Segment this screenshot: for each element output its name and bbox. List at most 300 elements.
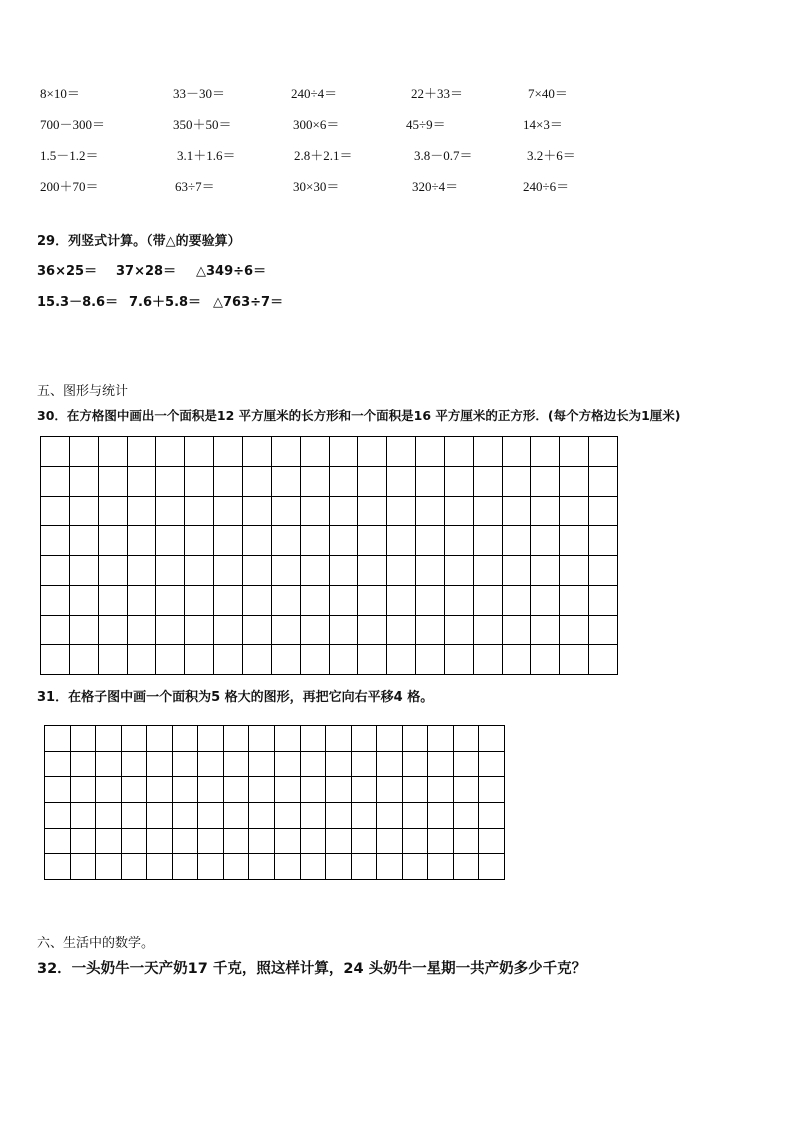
grid-cell[interactable] — [127, 555, 156, 585]
grid-cell[interactable] — [213, 644, 242, 674]
question-title: 29．列竖式计算。（带△的要验算） — [37, 234, 241, 249]
question-title: 32．一头奶牛一天产奶17 千克，照这样计算，24 头奶牛一星期一共产奶多少千克？ — [37, 961, 587, 977]
grid-cell[interactable] — [427, 751, 453, 777]
grid-cell[interactable] — [300, 436, 329, 466]
grid-cell[interactable] — [325, 725, 351, 751]
grid-cell[interactable] — [146, 776, 172, 802]
vertical-calc-item: 15.3－8.6＝ — [37, 295, 119, 310]
grid-cell[interactable] — [98, 525, 127, 555]
grid-cell[interactable] — [70, 853, 96, 879]
grid-cell[interactable] — [502, 436, 531, 466]
grid-cell[interactable] — [329, 585, 358, 615]
grid-cell[interactable] — [155, 525, 184, 555]
grid-cell[interactable] — [402, 853, 428, 879]
grid-cell[interactable] — [248, 751, 274, 777]
grid-cell[interactable] — [386, 466, 415, 496]
grid-cell[interactable] — [444, 466, 473, 496]
grid-cell[interactable] — [559, 555, 588, 585]
vertical-calc-item: △763÷7＝ — [213, 295, 284, 310]
grid-cell[interactable] — [121, 802, 147, 828]
grid-cell[interactable] — [402, 725, 428, 751]
grid-cell[interactable] — [473, 615, 502, 645]
calc-item: 240÷4＝ — [291, 86, 338, 101]
grid-cell[interactable] — [127, 466, 156, 496]
grid-cell[interactable] — [197, 751, 223, 777]
grid-cell[interactable] — [40, 436, 69, 466]
calc-item: 350＋50＝ — [173, 117, 232, 132]
grid-cell[interactable] — [69, 466, 98, 496]
grid-cell[interactable] — [213, 555, 242, 585]
grid-cell[interactable] — [98, 436, 127, 466]
grid-cell[interactable] — [274, 725, 300, 751]
grid-cell[interactable] — [376, 725, 402, 751]
grid-cell[interactable] — [453, 853, 479, 879]
grid-cell[interactable] — [155, 555, 184, 585]
grid-cell[interactable] — [44, 751, 70, 777]
grid-cell[interactable] — [121, 828, 147, 854]
grid-cell[interactable] — [248, 802, 274, 828]
grid-cell[interactable] — [530, 644, 559, 674]
calc-item: 3.2＋6＝ — [527, 148, 576, 163]
grid-cell[interactable] — [98, 466, 127, 496]
grid-cell[interactable] — [184, 615, 213, 645]
grid-cell[interactable] — [427, 802, 453, 828]
grid-cell[interactable] — [386, 585, 415, 615]
calc-item: 700－300＝ — [40, 117, 106, 132]
grid-cell[interactable] — [98, 555, 127, 585]
grid-cell[interactable] — [588, 555, 617, 585]
grid-cell[interactable] — [248, 725, 274, 751]
grid-cell[interactable] — [223, 853, 249, 879]
grid-cell[interactable] — [559, 525, 588, 555]
grid-cell[interactable] — [40, 555, 69, 585]
calc-item: 22＋33＝ — [411, 86, 464, 101]
grid-cell[interactable] — [351, 802, 377, 828]
grid-cell[interactable] — [98, 644, 127, 674]
grid-cell[interactable] — [69, 585, 98, 615]
grid-cell[interactable] — [271, 555, 300, 585]
grid-cell[interactable] — [588, 644, 617, 674]
grid-cell[interactable] — [357, 555, 386, 585]
grid-cell[interactable] — [271, 436, 300, 466]
grid-cell[interactable] — [386, 496, 415, 526]
grid-cell[interactable] — [386, 525, 415, 555]
grid-cell[interactable] — [357, 436, 386, 466]
grid-cell[interactable] — [530, 525, 559, 555]
grid-cell[interactable] — [386, 555, 415, 585]
grid-cell[interactable] — [357, 615, 386, 645]
grid-cell[interactable] — [588, 615, 617, 645]
grid-cell[interactable] — [300, 725, 326, 751]
grid-cell[interactable] — [213, 466, 242, 496]
grid-cell[interactable] — [559, 615, 588, 645]
grid-cell[interactable] — [478, 751, 504, 777]
grid-cell[interactable] — [184, 555, 213, 585]
grid-cell[interactable] — [242, 644, 271, 674]
grid-cell[interactable] — [121, 853, 147, 879]
grid-cell[interactable] — [300, 853, 326, 879]
grid-cell[interactable] — [44, 853, 70, 879]
grid-cell[interactable] — [502, 644, 531, 674]
grid-cell[interactable] — [69, 525, 98, 555]
grid-cell[interactable] — [184, 585, 213, 615]
grid-cell[interactable] — [559, 644, 588, 674]
grid-cell[interactable] — [155, 585, 184, 615]
grid-cell[interactable] — [329, 525, 358, 555]
grid-cell[interactable] — [376, 853, 402, 879]
grid-cell[interactable] — [274, 776, 300, 802]
grid-cell[interactable] — [530, 615, 559, 645]
grid-cell[interactable] — [70, 751, 96, 777]
grid-cell[interactable] — [242, 436, 271, 466]
grid-cell[interactable] — [453, 751, 479, 777]
grid-cell[interactable] — [329, 644, 358, 674]
grid-cell[interactable] — [478, 853, 504, 879]
grid-cell[interactable] — [502, 496, 531, 526]
grid-cell[interactable] — [127, 525, 156, 555]
grid-cell[interactable] — [127, 644, 156, 674]
grid-cell[interactable] — [95, 751, 121, 777]
grid-cell[interactable] — [427, 828, 453, 854]
grid-cell[interactable] — [530, 555, 559, 585]
grid-cell[interactable] — [69, 644, 98, 674]
vertical-calc-item: 36×25＝ — [37, 264, 98, 279]
grid-cell[interactable] — [473, 644, 502, 674]
grid-cell[interactable] — [121, 776, 147, 802]
grid-cell[interactable] — [502, 525, 531, 555]
grid-cell[interactable] — [402, 802, 428, 828]
grid-cell[interactable] — [351, 776, 377, 802]
grid-cell[interactable] — [40, 525, 69, 555]
grid-cell[interactable] — [44, 725, 70, 751]
grid-cell[interactable] — [95, 776, 121, 802]
grid-cell[interactable] — [444, 496, 473, 526]
grid-cell[interactable] — [155, 615, 184, 645]
grid-cell[interactable] — [223, 725, 249, 751]
vertical-calc-item: 7.6＋5.8＝ — [129, 295, 202, 310]
grid-cell[interactable] — [530, 585, 559, 615]
grid-cell[interactable] — [184, 644, 213, 674]
grid-cell[interactable] — [300, 751, 326, 777]
calc-item: 3.1＋1.6＝ — [177, 148, 236, 163]
grid-cell[interactable] — [40, 615, 69, 645]
grid-cell[interactable] — [172, 828, 198, 854]
grid-cell[interactable] — [478, 725, 504, 751]
grid-cell[interactable] — [351, 725, 377, 751]
grid-cell[interactable] — [530, 436, 559, 466]
grid-cell[interactable] — [357, 585, 386, 615]
grid-cell[interactable] — [415, 436, 444, 466]
grid-cell[interactable] — [146, 853, 172, 879]
grid-cell[interactable] — [402, 776, 428, 802]
grid-cell[interactable] — [300, 615, 329, 645]
grid-cell[interactable] — [444, 525, 473, 555]
grid-cell[interactable] — [478, 802, 504, 828]
grid-cell[interactable] — [478, 776, 504, 802]
grid-cell[interactable] — [427, 853, 453, 879]
grid-cell[interactable] — [248, 776, 274, 802]
grid-cell[interactable] — [502, 615, 531, 645]
grid-cell[interactable] — [248, 828, 274, 854]
grid-cell[interactable] — [184, 496, 213, 526]
grid-cell[interactable] — [146, 828, 172, 854]
grid-cell[interactable] — [271, 466, 300, 496]
grid-cell[interactable] — [502, 555, 531, 585]
section-title: 六、生活中的数学。 — [37, 936, 155, 951]
calc-item: 8×10＝ — [40, 86, 80, 101]
grid-cell[interactable] — [242, 466, 271, 496]
grid-cell[interactable] — [444, 615, 473, 645]
grid-cell[interactable] — [427, 776, 453, 802]
grid-cell[interactable] — [69, 436, 98, 466]
grid-cell[interactable] — [223, 776, 249, 802]
grid-cell[interactable] — [127, 436, 156, 466]
section-title: 五、图形与统计 — [37, 384, 129, 399]
grid-cell[interactable] — [588, 496, 617, 526]
grid-cell[interactable] — [213, 615, 242, 645]
grid-cell[interactable] — [184, 466, 213, 496]
grid-cell[interactable] — [98, 615, 127, 645]
vertical-calc-item: 37×28＝ — [116, 264, 177, 279]
grid-cell[interactable] — [271, 615, 300, 645]
grid-cell[interactable] — [325, 828, 351, 854]
calc-item: 240÷6＝ — [523, 179, 570, 194]
grid-cell[interactable] — [351, 853, 377, 879]
grid-cell[interactable] — [402, 828, 428, 854]
grid-cell[interactable] — [121, 725, 147, 751]
grid-cell[interactable] — [146, 725, 172, 751]
grid-cell[interactable] — [502, 466, 531, 496]
grid-cell[interactable] — [559, 585, 588, 615]
calc-item: 45÷9＝ — [406, 117, 446, 132]
grid-cell[interactable] — [213, 436, 242, 466]
grid-cell[interactable] — [40, 466, 69, 496]
grid-cell[interactable] — [588, 585, 617, 615]
grid-cell[interactable] — [376, 802, 402, 828]
grid-cell[interactable] — [473, 555, 502, 585]
grid-cell[interactable] — [271, 496, 300, 526]
grid-cell[interactable] — [44, 828, 70, 854]
grid-cell[interactable] — [40, 585, 69, 615]
grid-cell[interactable] — [70, 828, 96, 854]
grid-cell[interactable] — [70, 802, 96, 828]
grid-cell[interactable] — [172, 776, 198, 802]
grid-cell[interactable] — [444, 555, 473, 585]
grid-cell[interactable] — [274, 802, 300, 828]
grid-cell[interactable] — [242, 496, 271, 526]
grid-cell[interactable] — [69, 496, 98, 526]
grid-cell[interactable] — [121, 751, 147, 777]
grid-cell[interactable] — [325, 802, 351, 828]
grid-cell[interactable] — [271, 525, 300, 555]
grid-cell[interactable] — [44, 802, 70, 828]
grid-cell[interactable] — [197, 776, 223, 802]
question-title: 31．在格子图中画一个面积为5 格大的图形，再把它向右平移4 格。 — [37, 690, 434, 705]
grid-cell[interactable] — [70, 776, 96, 802]
grid-cell[interactable] — [351, 828, 377, 854]
grid-cell[interactable] — [300, 466, 329, 496]
grid-cell[interactable] — [559, 436, 588, 466]
calc-item: 2.8＋2.1＝ — [294, 148, 353, 163]
grid-cell[interactable] — [427, 725, 453, 751]
grid-cell[interactable] — [300, 802, 326, 828]
grid-cell[interactable] — [473, 525, 502, 555]
grid-cell[interactable] — [453, 802, 479, 828]
grid-cell[interactable] — [473, 436, 502, 466]
grid-cell[interactable] — [95, 853, 121, 879]
grid-cell[interactable] — [155, 466, 184, 496]
grid-cell[interactable] — [473, 496, 502, 526]
grid-cell[interactable] — [325, 776, 351, 802]
grid-cell[interactable] — [300, 828, 326, 854]
grid-cell[interactable] — [376, 776, 402, 802]
grid-cell[interactable] — [329, 615, 358, 645]
grid-cell[interactable] — [69, 555, 98, 585]
grid-cell[interactable] — [415, 644, 444, 674]
grid-cell[interactable] — [357, 496, 386, 526]
grid-cell[interactable] — [172, 725, 198, 751]
grid-cell[interactable] — [242, 585, 271, 615]
grid-cell[interactable] — [40, 496, 69, 526]
vertical-calc-item: △349÷6＝ — [196, 264, 267, 279]
grid-cell[interactable] — [95, 802, 121, 828]
grid-cell[interactable] — [223, 751, 249, 777]
grid-cell[interactable] — [415, 555, 444, 585]
grid-cell[interactable] — [248, 853, 274, 879]
grid-cell[interactable] — [588, 466, 617, 496]
grid-cell[interactable] — [95, 725, 121, 751]
grid-cell[interactable] — [357, 466, 386, 496]
grid-cell[interactable] — [98, 585, 127, 615]
grid-cell[interactable] — [588, 525, 617, 555]
grid-cell[interactable] — [588, 436, 617, 466]
grid-cell[interactable] — [473, 466, 502, 496]
calc-item: 30×30＝ — [293, 179, 340, 194]
grid-cell[interactable] — [127, 585, 156, 615]
grid-cell[interactable] — [300, 585, 329, 615]
grid-cell[interactable] — [172, 802, 198, 828]
grid-cell[interactable] — [351, 751, 377, 777]
grid-cell[interactable] — [274, 853, 300, 879]
grid-cell[interactable] — [184, 436, 213, 466]
grid-cell[interactable] — [223, 828, 249, 854]
grid-cell[interactable] — [242, 555, 271, 585]
grid-cell[interactable] — [197, 853, 223, 879]
grid-cell[interactable] — [69, 615, 98, 645]
grid-cell[interactable] — [453, 776, 479, 802]
grid-cell[interactable] — [98, 496, 127, 526]
grid-cell[interactable] — [300, 776, 326, 802]
grid-cell[interactable] — [300, 496, 329, 526]
grid-cell[interactable] — [146, 802, 172, 828]
grid-cell[interactable] — [44, 776, 70, 802]
grid-cell[interactable] — [197, 802, 223, 828]
grid-cell[interactable] — [453, 828, 479, 854]
grid-cell[interactable] — [453, 725, 479, 751]
grid-cell[interactable] — [329, 496, 358, 526]
grid-cell[interactable] — [376, 751, 402, 777]
grid-cell[interactable] — [271, 644, 300, 674]
grid-cell[interactable] — [386, 436, 415, 466]
calc-item: 33－30＝ — [173, 86, 226, 101]
grid-cell[interactable] — [559, 466, 588, 496]
grid-cell[interactable] — [530, 466, 559, 496]
grid-cell[interactable] — [274, 751, 300, 777]
grid-cell[interactable] — [329, 466, 358, 496]
calc-item: 1.5－1.2＝ — [40, 148, 99, 163]
square-grid-31[interactable] — [44, 725, 505, 880]
grid-cell[interactable] — [172, 751, 198, 777]
grid-cell[interactable] — [444, 436, 473, 466]
grid-cell[interactable] — [70, 725, 96, 751]
grid-cell[interactable] — [415, 466, 444, 496]
grid-cell[interactable] — [444, 585, 473, 615]
grid-cell[interactable] — [155, 644, 184, 674]
grid-cell[interactable] — [329, 555, 358, 585]
question-title: 30．在方格图中画出一个面积是12 平方厘米的长方形和一个面积是16 平方厘米的正方形．(每个方格边长为1厘米) — [37, 408, 681, 423]
grid-cell[interactable] — [184, 525, 213, 555]
grid-cell[interactable] — [415, 615, 444, 645]
grid-cell[interactable] — [274, 828, 300, 854]
grid-cell[interactable] — [197, 828, 223, 854]
grid-cell[interactable] — [300, 555, 329, 585]
grid-cell[interactable] — [213, 525, 242, 555]
grid-cell[interactable] — [213, 496, 242, 526]
grid-cell[interactable] — [325, 751, 351, 777]
calc-item: 3.8－0.7＝ — [414, 148, 473, 163]
grid-cell[interactable] — [197, 725, 223, 751]
grid-cell[interactable] — [223, 802, 249, 828]
grid-cell[interactable] — [127, 615, 156, 645]
grid-cell[interactable] — [386, 644, 415, 674]
calc-item: 7×40＝ — [528, 86, 568, 101]
grid-cell[interactable] — [127, 496, 156, 526]
grid-cell[interactable] — [402, 751, 428, 777]
grid-cell[interactable] — [40, 644, 69, 674]
grid-cell[interactable] — [213, 585, 242, 615]
grid-cell[interactable] — [329, 436, 358, 466]
grid-cell[interactable] — [271, 585, 300, 615]
grid-cell[interactable] — [415, 525, 444, 555]
grid-cell[interactable] — [559, 496, 588, 526]
square-grid-30[interactable] — [40, 436, 618, 675]
grid-cell[interactable] — [95, 828, 121, 854]
grid-cell[interactable] — [357, 525, 386, 555]
grid-cell[interactable] — [325, 853, 351, 879]
grid-cell[interactable] — [300, 644, 329, 674]
grid-cell[interactable] — [146, 751, 172, 777]
calc-item: 14×3＝ — [523, 117, 563, 132]
grid-cell[interactable] — [415, 585, 444, 615]
grid-cell[interactable] — [357, 644, 386, 674]
grid-cell[interactable] — [300, 525, 329, 555]
grid-cell[interactable] — [172, 853, 198, 879]
grid-cell[interactable] — [478, 828, 504, 854]
grid-cell[interactable] — [155, 496, 184, 526]
grid-cell[interactable] — [502, 585, 531, 615]
grid-cell[interactable] — [530, 496, 559, 526]
grid-cell[interactable] — [242, 615, 271, 645]
grid-cell[interactable] — [444, 644, 473, 674]
calc-item: 63÷7＝ — [175, 179, 215, 194]
grid-cell[interactable] — [415, 496, 444, 526]
grid-cell[interactable] — [386, 615, 415, 645]
grid-cell[interactable] — [473, 585, 502, 615]
calc-item: 200＋70＝ — [40, 179, 99, 194]
grid-cell[interactable] — [242, 525, 271, 555]
grid-cell[interactable] — [376, 828, 402, 854]
grid-cell[interactable] — [155, 436, 184, 466]
